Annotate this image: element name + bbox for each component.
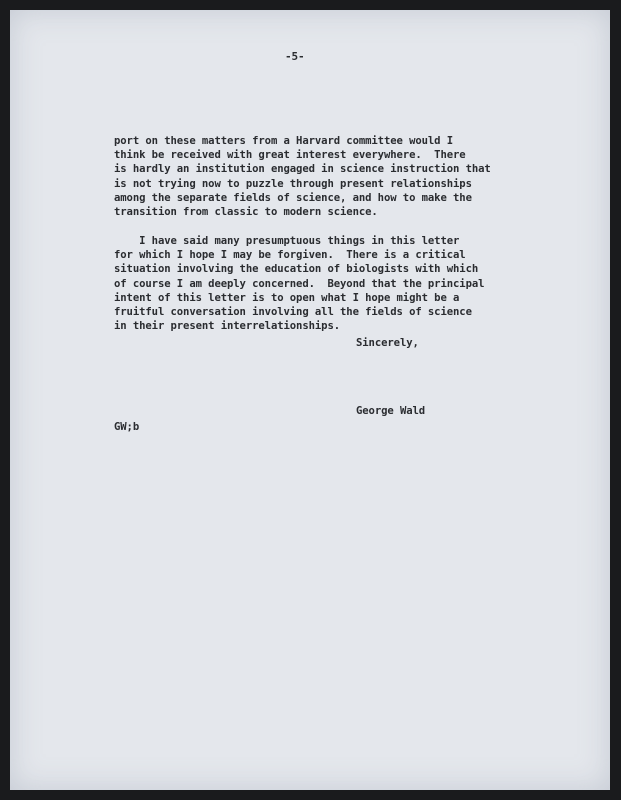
signature-name: George Wald (356, 405, 426, 417)
page-number: -5- (285, 50, 305, 63)
closing-salutation: Sincerely, (356, 337, 419, 349)
stamp-watermark (275, 16, 515, 137)
body-paragraph-1: port on these matters from a Harvard committee would I think be received with great interest everywhere. There is hardly an institution engaged in science instruction that is not trying now to puzzle through present relationships among the separate fields of science, and how to make the transition from classic to modern science. (114, 135, 491, 219)
typist-initials: GW;b (114, 421, 140, 433)
body-paragraph-2: I have said many presumptuous things in this letter for which I hope I may be forgiven. There is a critical situation involving the education of biologists with which of course I am deeply concerned. Beyond that the principal intent of this letter is to open what I hope might be a fruitful conversation involving all the fields of science in their present interrelationships. (114, 235, 485, 333)
letter-page (10, 10, 610, 790)
